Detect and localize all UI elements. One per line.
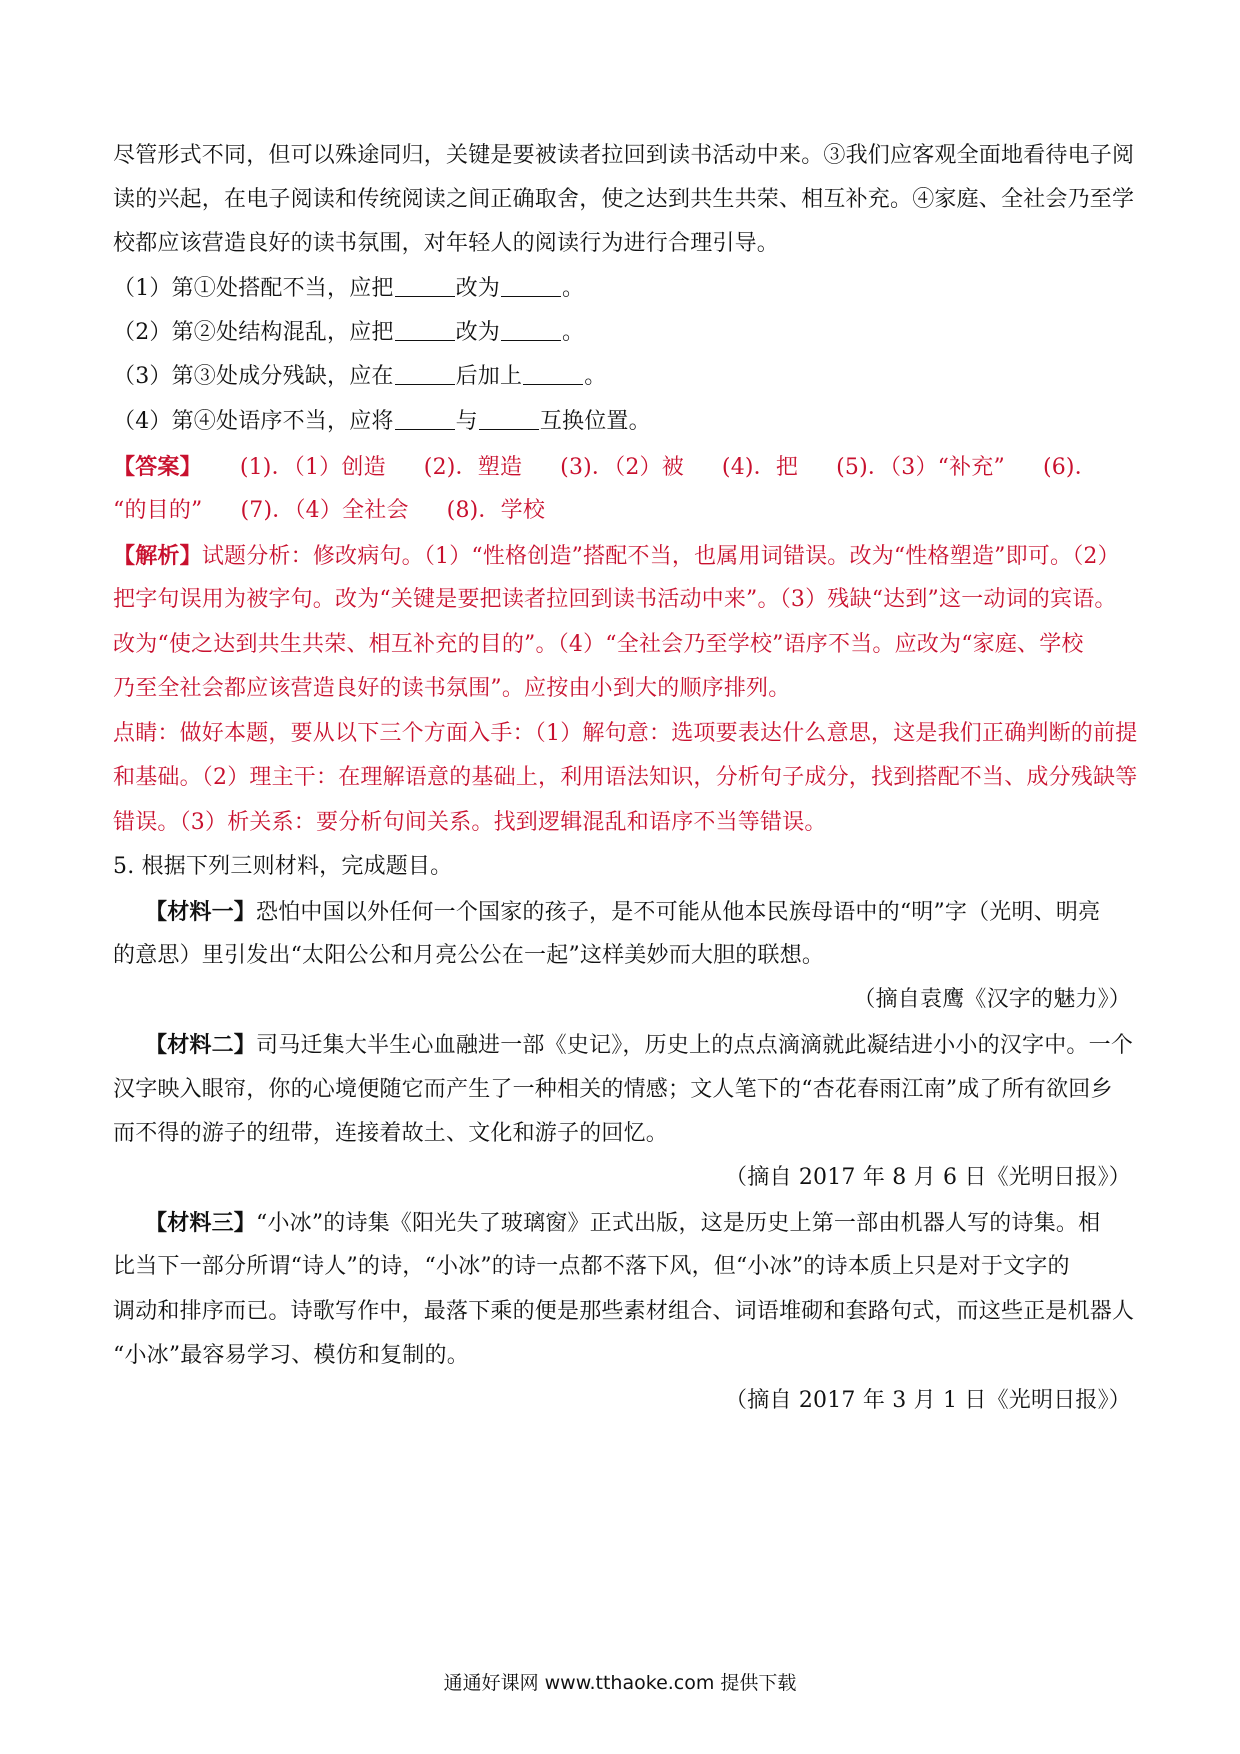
answer-blank xyxy=(395,318,455,341)
material-3-label: 【材料三】 xyxy=(145,1210,257,1236)
analysis-line-2: 把字句误用为被字句。改为“关键是要把读者拉回到读书活动中来”。（3）残缺“达到”这一动词的宾语。 xyxy=(113,587,1117,612)
material-1-source: （摘自袁鹰《汉字的魅力》） xyxy=(853,987,1131,1012)
answer-blank xyxy=(395,274,455,297)
material-2-source: （摘自 2017 年 8 月 6 日《光明日报》） xyxy=(725,1165,1131,1190)
material-2-label: 【材料二】 xyxy=(145,1032,257,1058)
material-3-source: （摘自 2017 年 3 月 1 日《光明日报》） xyxy=(725,1388,1131,1413)
tip-line-1: 点睛：做好本题，要从以下三个方面入手：（1）解句意：选项要表达什么意思，这是我们正确判断的前提 xyxy=(113,721,1138,746)
material-2-line-1: 【材料二】司马迁集大半生心血融进一部《史记》，历史上的点点滴滴就此凝结进小小的汉字中。一个 xyxy=(145,1032,1134,1058)
material-1-label: 【材料一】 xyxy=(145,899,257,925)
material-3-line-3: 调动和排序而已。诗歌写作中，最落下乘的便是那些素材组合、词语堆砌和套路句式，而这些正是机器人 xyxy=(113,1299,1135,1324)
material-2-line-2: 汉字映入眼帘，你的心境便随它而产生了一种相关的情感；文人笔下的“杏花春雨江南”成了所有欲回乡 xyxy=(113,1077,1113,1102)
intro-line-1: 尽管形式不同，但可以殊途同归，关键是要被读者拉回到读书活动中来。③我们应客观全面地看待电子阅 xyxy=(113,143,1135,168)
analysis-line-4: 乃至全社会都应该营造良好的读书氛围”。应按由小到大的顺序排列。 xyxy=(113,676,791,701)
analysis-line-3: 改为“使之达到共生共荣、相互补充的目的”。（4）“全社会乃至学校”语序不当。应改为“家庭、学校 xyxy=(113,632,1084,657)
answer-blank xyxy=(501,318,561,341)
question-5-title: 5. 根据下列三则材料，完成题目。 xyxy=(113,854,453,879)
question-4: （4）第④处语序不当，应将 与 互换位置。 xyxy=(113,409,651,434)
question-3: （3）第③处成分残缺，应在 后加上 。 xyxy=(113,364,607,389)
material-3-line-2: 比当下一部分所谓“诗人”的诗，“小冰”的诗一点都不落下风，但“小冰”的诗本质上只是对于文字的 xyxy=(113,1254,1070,1279)
tip-line-3: 错误。（3）析关系：要分析句间关系。找到逻辑混乱和语序不当等错误。 xyxy=(113,810,827,835)
answer-blank xyxy=(523,362,583,385)
material-3-line-4: “小冰”最容易学习、模仿和复制的。 xyxy=(113,1343,469,1368)
analysis-line-1: 【解析】试题分析：修改病句。（1）“性格创造”搭配不当，也属用词错误。改为“性格塑造”即可。（2） xyxy=(113,543,1120,569)
tip-line-2: 和基础。（2）理主干：在理解语意的基础上，利用语法知识，分析句子成分，找到搭配不当、成分残缺等 xyxy=(113,765,1138,790)
material-1-line-1: 【材料一】恐怕中国以外任何一个国家的孩子，是不可能从他本民族母语中的“明”字（光明、明亮 xyxy=(145,899,1101,925)
intro-line-2: 读的兴起，在电子阅读和传统阅读之间正确取舍，使之达到共生共荣、相互补充。④家庭、全社会乃至学 xyxy=(113,187,1135,212)
question-2: （2）第②处结构混乱，应把 改为 。 xyxy=(113,320,585,345)
answer-label: 【答案】 xyxy=(113,454,202,480)
intro-line-3: 校都应该营造良好的读书氛围，对年轻人的阅读行为进行合理引导。 xyxy=(113,231,780,256)
material-1-line-2: 的意思）里引发出“太阳公公和月亮公公在一起”这样美妙而大胆的联想。 xyxy=(113,943,825,968)
material-2-line-3: 而不得的游子的纽带，连接着故土、文化和游子的回忆。 xyxy=(113,1121,669,1146)
question-1: （1）第①处搭配不当，应把 改为 。 xyxy=(113,276,585,301)
page-footer: 通通好课网 www.tthaoke.com 提供下载 xyxy=(443,1672,797,1694)
answer-blank xyxy=(479,407,539,430)
material-3-line-1: 【材料三】“小冰”的诗集《阳光失了玻璃窗》正式出版，这是历史上第一部由机器人写的诗集。相 xyxy=(145,1210,1101,1236)
answer-line-2: “的目的” (7)．（4）全社会 (8)．学校 xyxy=(113,498,546,523)
answer-blank xyxy=(395,407,455,430)
answer-blank xyxy=(395,362,455,385)
analysis-label: 【解析】 xyxy=(113,543,202,569)
answer-line-1: 【答案】 (1)．（1）创造 (2)．塑造 (3)．（2）被 (4)．把 (5)．（3）“补充” (6)． xyxy=(113,454,1097,480)
answer-blank xyxy=(501,274,561,297)
